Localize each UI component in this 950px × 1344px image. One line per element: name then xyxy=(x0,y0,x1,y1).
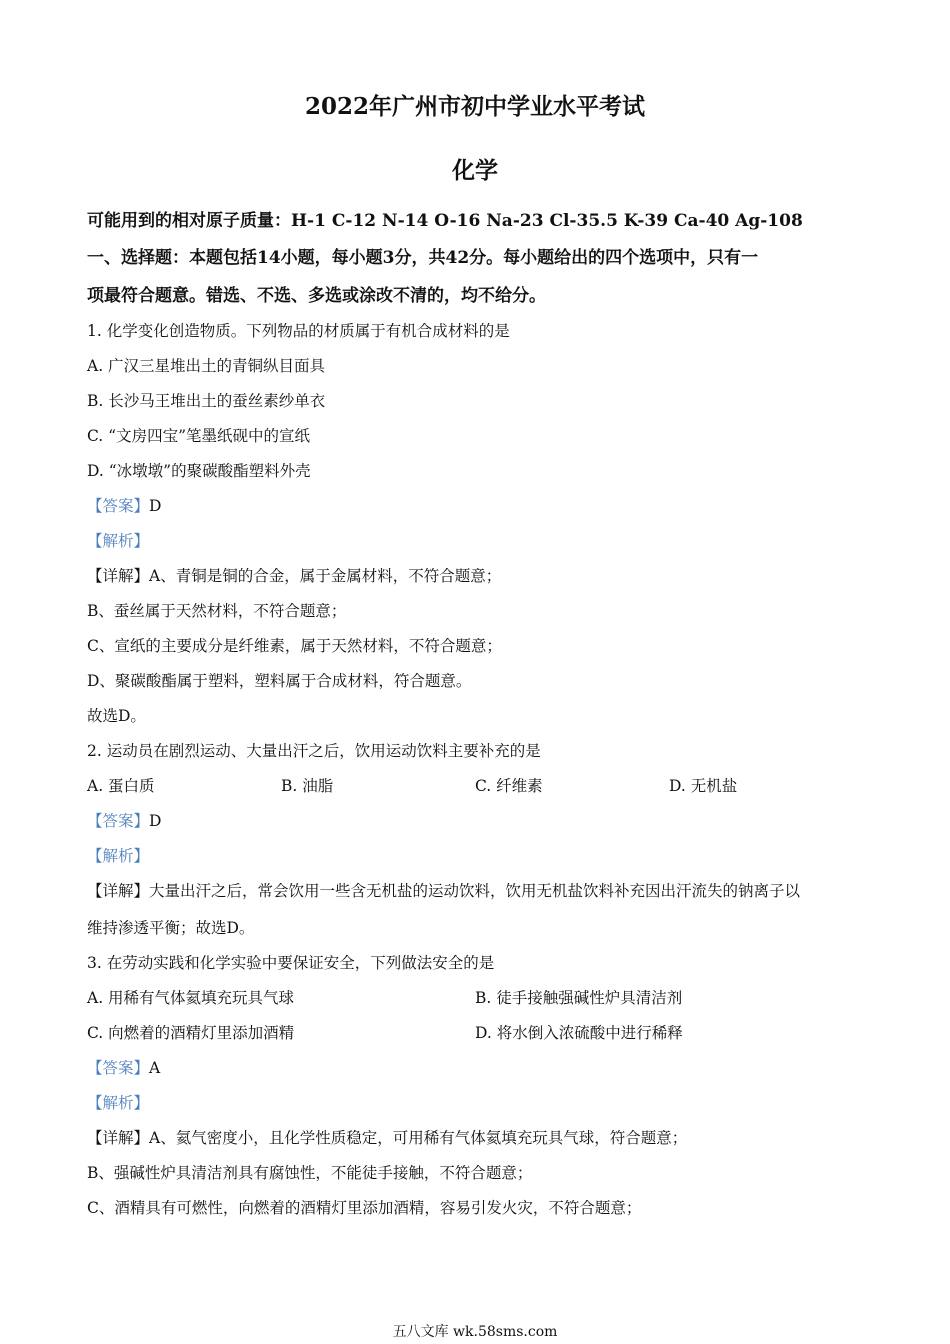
q2-stem: 2. 运动员在剧烈运动、大量出汗之后，饮用运动饮料主要补充的是 xyxy=(87,742,541,760)
q3-stem: 3. 在劳动实践和化学实验中要保证安全，下列做法安全的是 xyxy=(87,954,495,972)
footer-watermark: 五八文库 wk.58sms.com xyxy=(392,1324,558,1340)
answer-label: 【答案】 xyxy=(87,1059,150,1077)
q1-detail-1 xyxy=(87,565,867,587)
detail-label: 【详解】 xyxy=(87,1129,150,1147)
atomic-masses: 可能用到的相对原子质量：H-1 C-12 N-14 O-16 Na-23 Cl-35.5 K-39 Ca-40 Ag-108 xyxy=(87,211,803,231)
section-instruction-line2: 项最符合题意。错选、不选、多选或涂改不清的，均不给分。 xyxy=(87,286,546,306)
q1-option-c: C. “文房四宝”笔墨纸砚中的宣纸 xyxy=(87,427,311,445)
q3-option-d: D. 将水倒入浓硫酸中进行稀释 xyxy=(475,1024,683,1042)
answer-value: D xyxy=(149,497,162,515)
q3-detail-1 xyxy=(87,1127,867,1149)
q2-answer xyxy=(87,810,867,832)
q1-answer xyxy=(87,495,867,517)
q3-option-a: A. 用稀有气体氦填充玩具气球 xyxy=(87,989,295,1007)
answer-value: D xyxy=(149,812,162,830)
q1-stem: 1. 化学变化创造物质。下列物品的材质属于有机合成材料的是 xyxy=(87,322,510,340)
section-instruction-line1: 一、选择题：本题包括14小题，每小题3分，共42分。每小题给出的四个选项中，只有一 xyxy=(87,248,759,268)
q2-option-d: D. 无机盐 xyxy=(669,777,738,795)
q2-detail-1 xyxy=(87,880,867,902)
q2-option-b: B. 油脂 xyxy=(281,777,334,795)
q1-detail-3: C、宣纸的主要成分是纤维素，属于天然材料，不符合题意； xyxy=(87,637,502,655)
q2-options-row xyxy=(87,775,867,797)
q2-analysis-label: 【解析】 xyxy=(87,847,150,865)
answer-label: 【答案】 xyxy=(87,497,150,515)
q2-option-a: A. 蛋白质 xyxy=(87,777,155,795)
q1-option-a: A. 广汉三星堆出土的青铜纵目面具 xyxy=(87,357,326,375)
q3-option-c: C. 向燃着的酒精灯里添加酒精 xyxy=(87,1024,295,1042)
q1-detail-2: B、蚕丝属于天然材料，不符合题意； xyxy=(87,602,347,620)
detail-text: 大量出汗之后，常会饮用一些含无机盐的运动饮料，饮用无机盐饮料补充因出汗流失的钠离子以 xyxy=(149,882,801,900)
q3-detail-2: B、强碱性炉具清洁剂具有腐蚀性，不能徒手接触，不符合题意； xyxy=(87,1164,533,1182)
exam-title: 2022年广州市初中学业水平考试 xyxy=(304,93,645,120)
answer-label: 【答案】 xyxy=(87,812,150,830)
q3-options-row-2 xyxy=(87,1022,867,1044)
detail-label: 【详解】 xyxy=(87,567,150,585)
q3-options-row-1 xyxy=(87,987,867,1009)
q3-analysis-label: 【解析】 xyxy=(87,1094,150,1112)
q3-option-b: B. 徒手接触强碱性炉具清洁剂 xyxy=(475,989,683,1007)
q1-option-b: B. 长沙马王堆出土的蚕丝素纱单衣 xyxy=(87,392,326,410)
detail-label: 【详解】 xyxy=(87,882,150,900)
q1-conclusion: 故选D。 xyxy=(87,707,146,725)
answer-value: A xyxy=(149,1059,161,1077)
q3-answer xyxy=(87,1057,867,1079)
q1-detail-4: D、聚碳酸酯属于塑料，塑料属于合成材料，符合题意。 xyxy=(87,672,472,690)
subject-title: 化学 xyxy=(452,157,498,184)
q3-detail-3: C、酒精具有可燃性，向燃着的酒精灯里添加酒精，容易引发火灾，不符合题意； xyxy=(87,1199,642,1217)
q2-option-c: C. 纤维素 xyxy=(475,777,543,795)
detail-text: A、氦气密度小，且化学性质稳定，可用稀有气体氦填充玩具气球，符合题意； xyxy=(149,1129,688,1147)
q2-detail-2: 维持渗透平衡；故选D。 xyxy=(87,919,255,937)
q1-option-d: D. “冰墩墩”的聚碳酸酯塑料外壳 xyxy=(87,462,311,480)
q1-analysis-label: 【解析】 xyxy=(87,532,150,550)
detail-text: A、青铜是铜的合金，属于金属材料，不符合题意； xyxy=(149,567,502,585)
